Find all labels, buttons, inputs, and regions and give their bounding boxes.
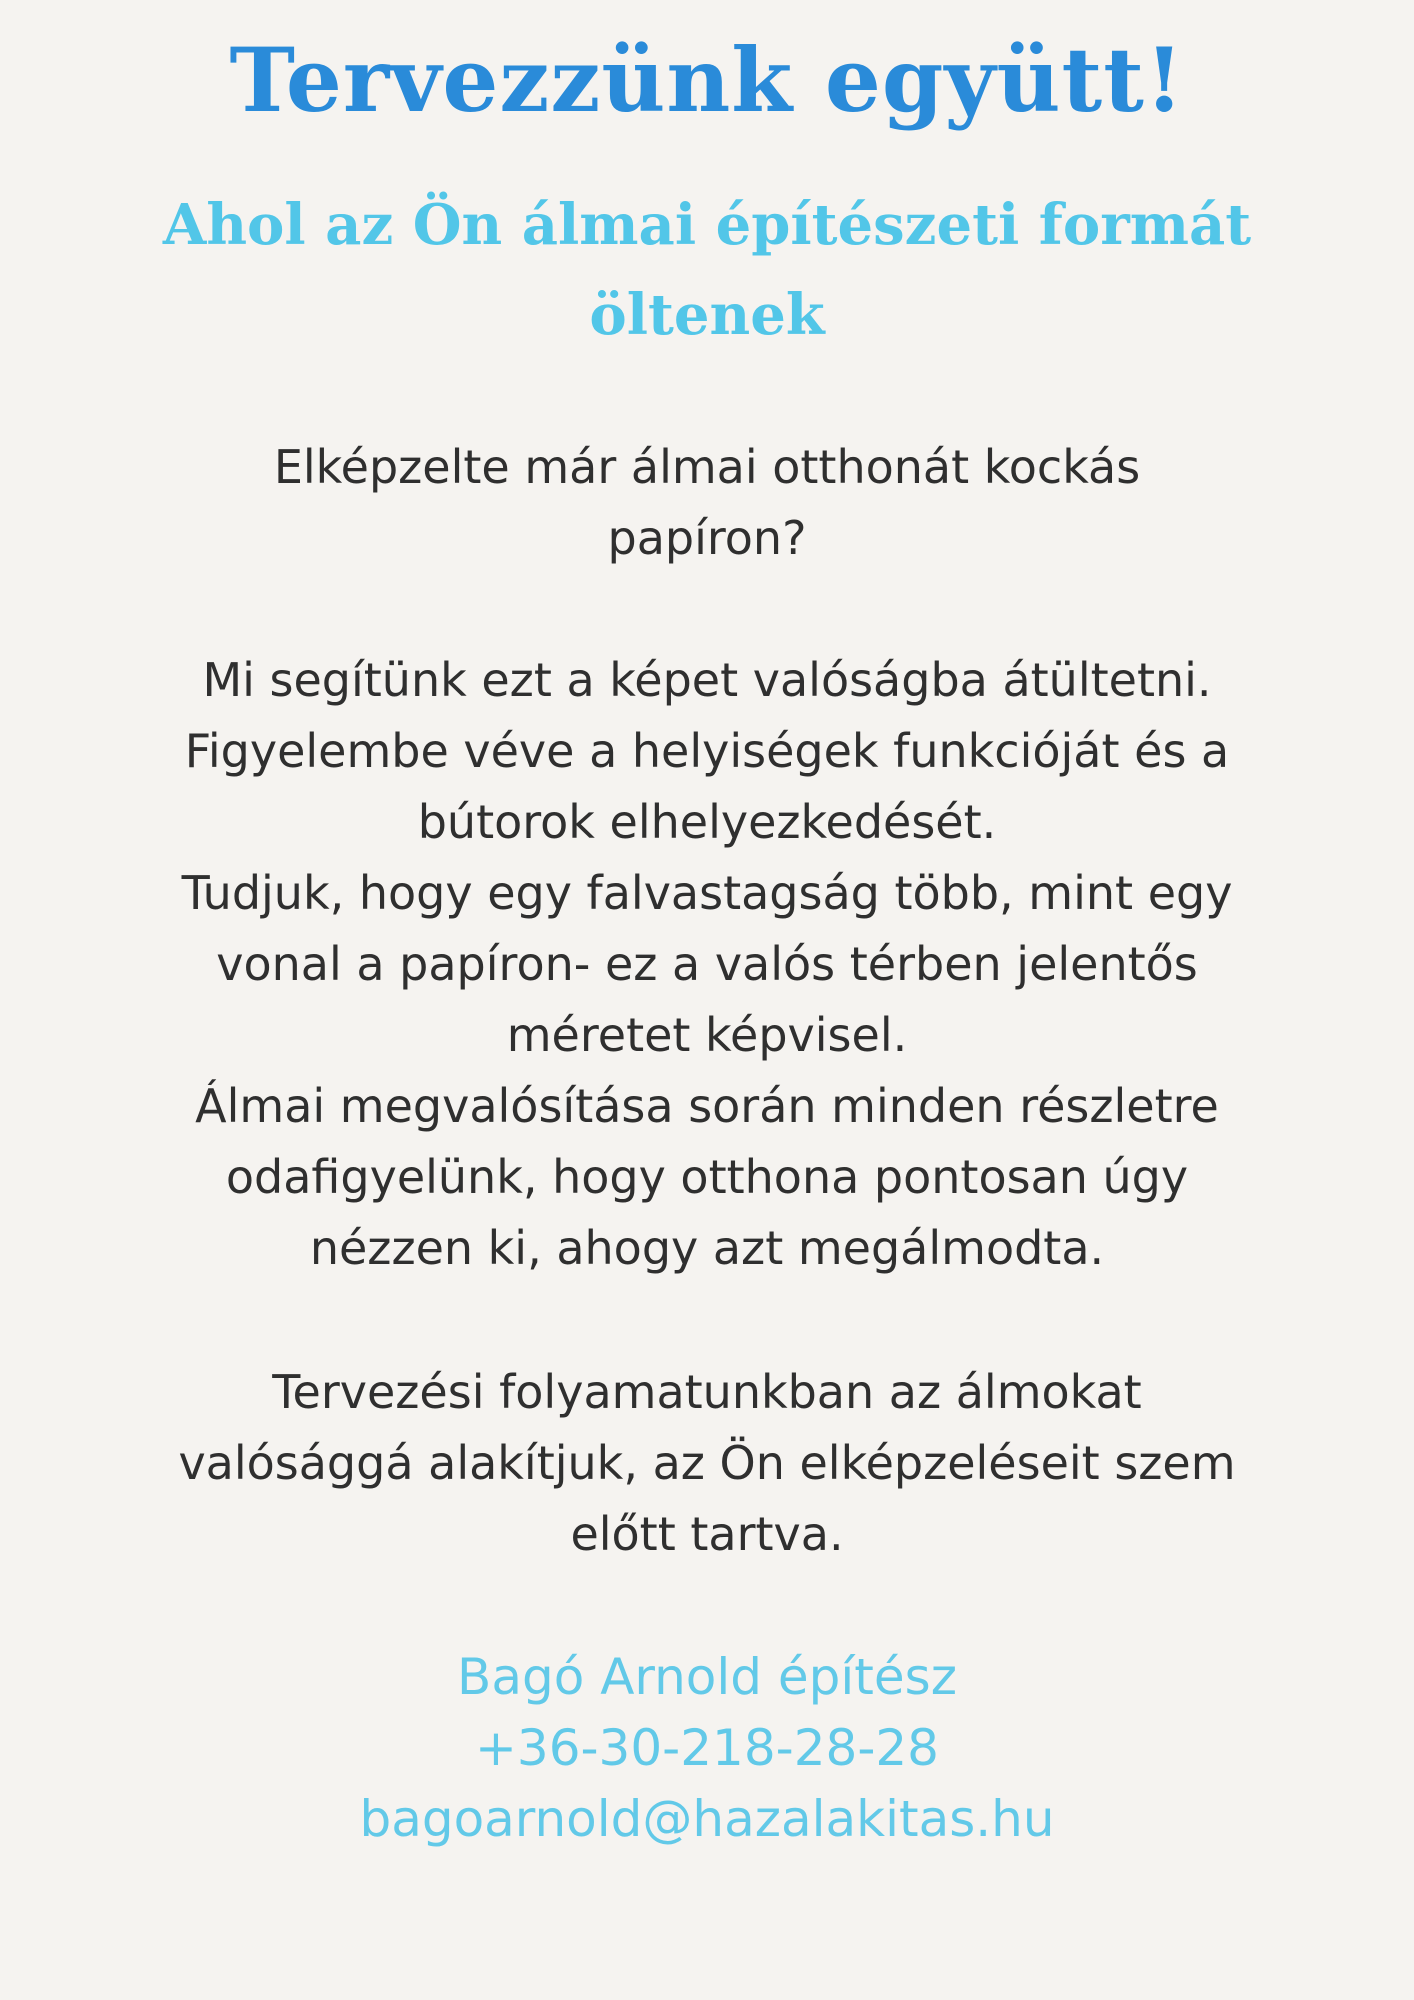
contact-email[interactable]: bagoarnold@hazalakitas.hu [359, 1790, 1055, 1848]
paragraph-line: Elképzelte már álmai otthonát kockás [273, 440, 1141, 494]
page-title: Tervezzünk együtt! [229, 28, 1185, 132]
paragraph-line: Tudjuk, hogy egy falvastagság több, mint egy [181, 866, 1233, 920]
paragraph-line: papíron? [607, 511, 807, 565]
paragraph-line: méretet képvisel. [506, 1008, 908, 1062]
paragraph-line: Mi segítünk ezt a képet valóságba átültetni. [202, 653, 1212, 707]
subtitle-line: öltenek [589, 282, 825, 348]
contact-name: Bagó Arnold építész [457, 1648, 957, 1706]
contact-block [0, 1642, 1414, 1855]
paragraph-line: valósággá alakítjuk, az Ön elképzeléseit szem [178, 1436, 1236, 1490]
paragraph-line: előtt tartva. [570, 1507, 844, 1561]
main-paragraph [90, 645, 1324, 1284]
contact-phone[interactable]: +36-30-218-28-28 [475, 1719, 939, 1777]
paragraph-line: Tervezési folyamatunkban az álmokat [272, 1365, 1142, 1419]
paragraph-line: nézzen ki, ahogy azt megálmodta. [309, 1221, 1105, 1275]
intro-paragraph [90, 432, 1324, 574]
paragraph-line: odafigyelünk, hogy otthona pontosan úgy [225, 1150, 1189, 1204]
paragraph-line: Figyelembe véve a helyiségek funkcióját és a [184, 724, 1230, 778]
paragraph-line: bútorok elhelyezkedését. [417, 795, 997, 849]
subtitle [100, 180, 1314, 360]
subtitle-line: Ahol az Ön álmai építészeti formát [162, 192, 1252, 258]
paragraph-line: Álmai megvalósítása során minden részletre [195, 1079, 1219, 1133]
closing-paragraph [90, 1357, 1324, 1570]
paragraph-line: vonal a papíron- ez a valós térben jelentős [216, 937, 1198, 991]
